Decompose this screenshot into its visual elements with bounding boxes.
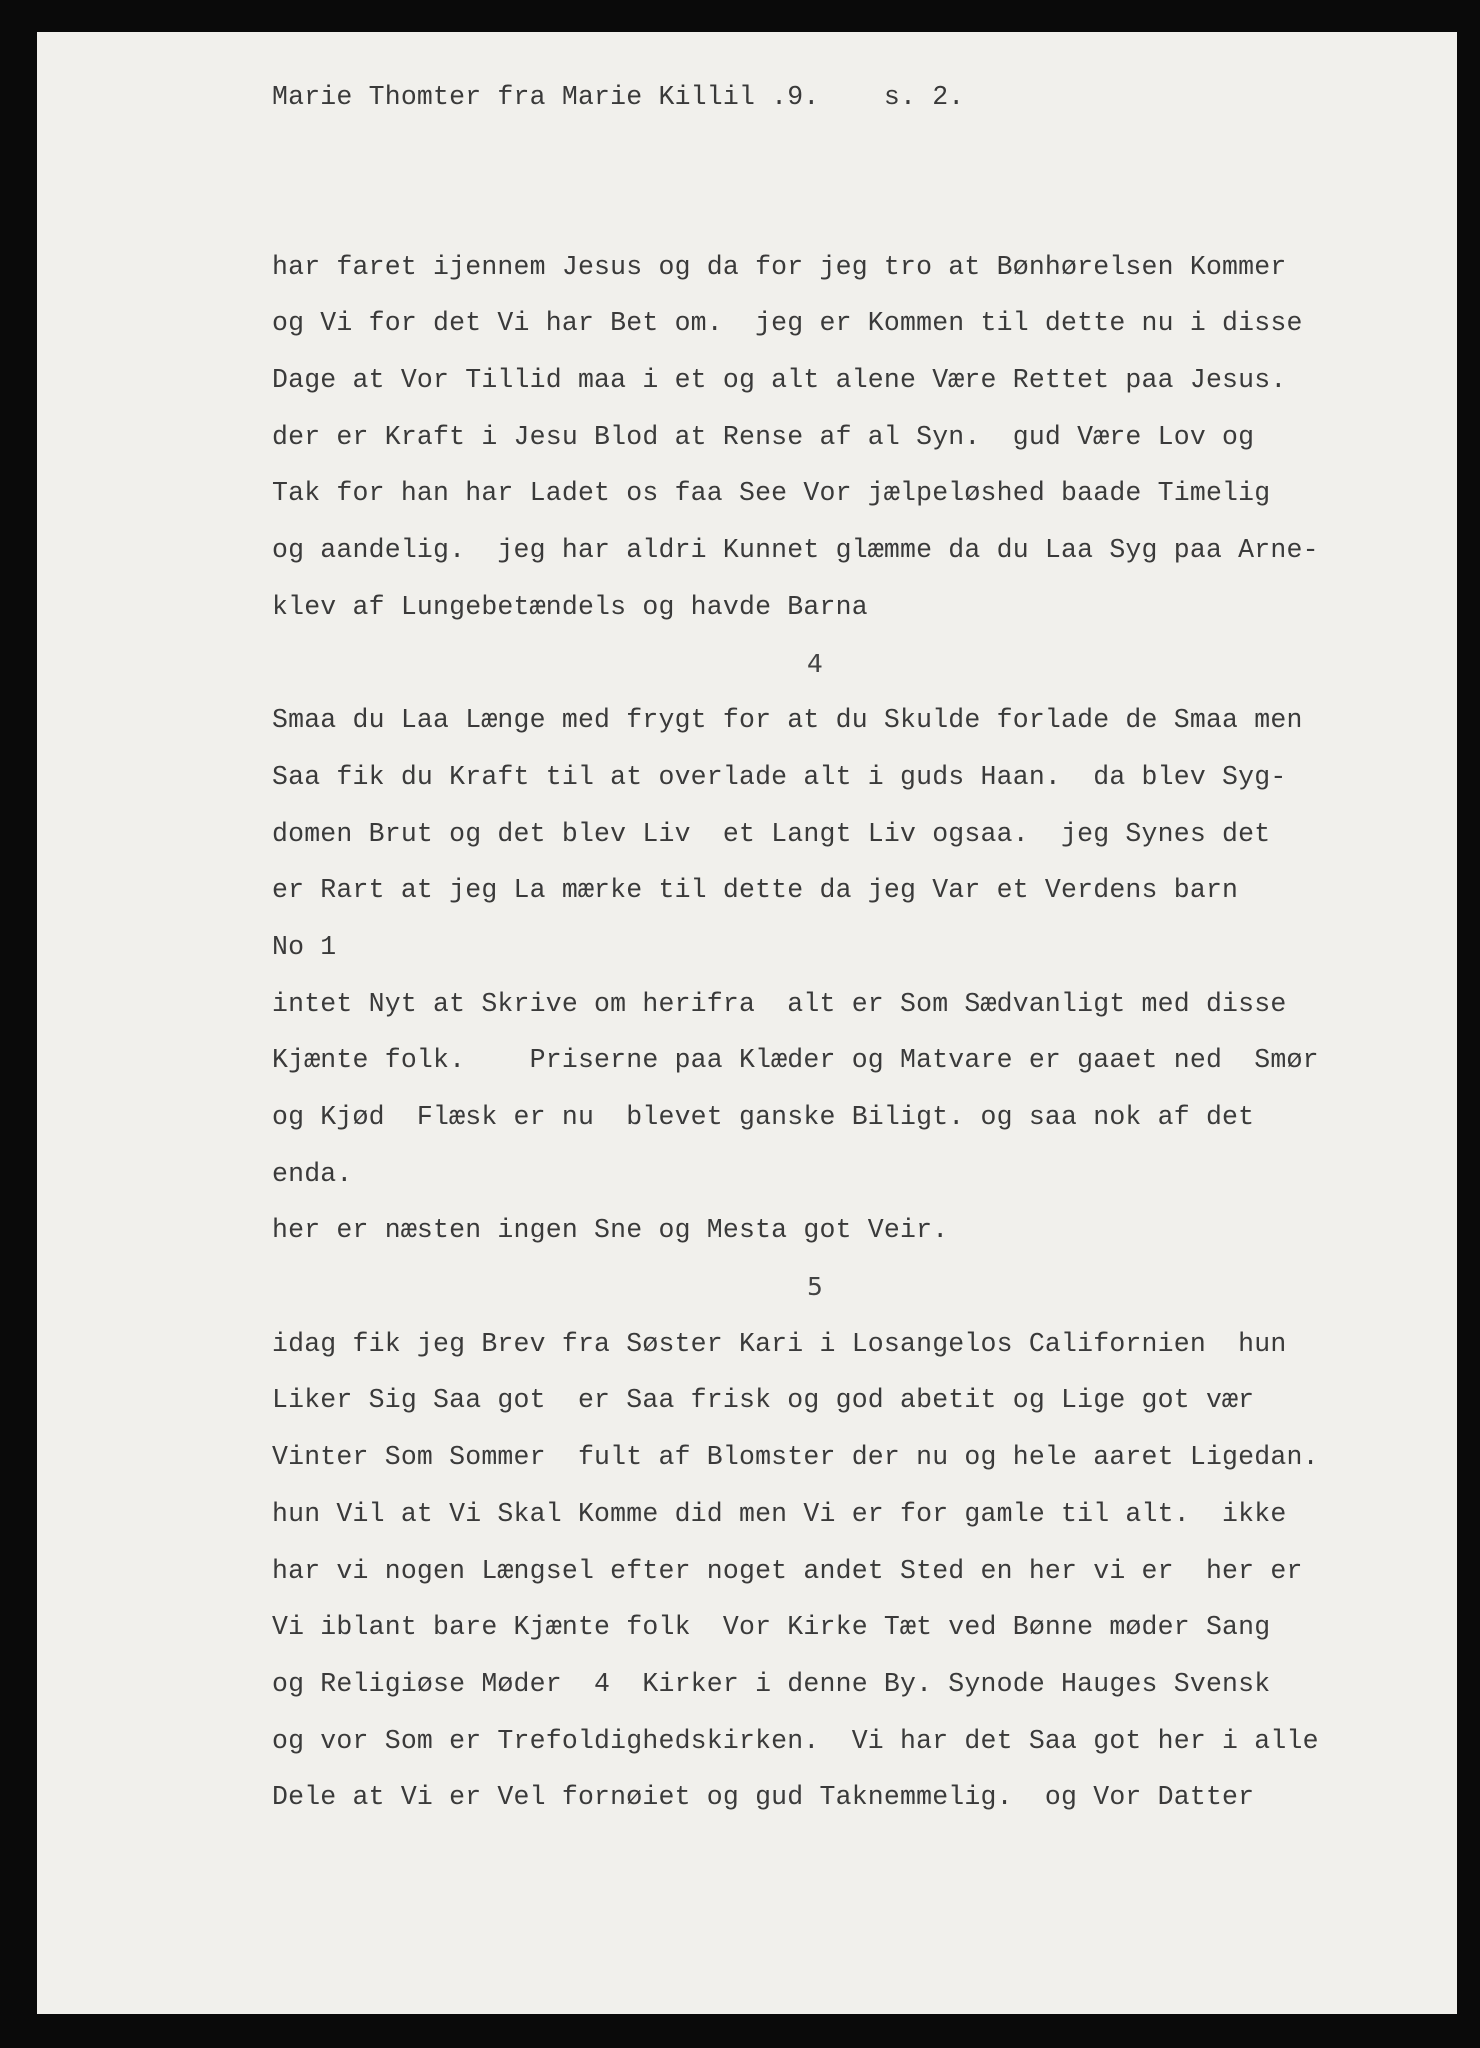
text-line: Dage at Vor Tillid maa i et og alt alene Være Rettet paa Jesus. [272, 365, 1287, 396]
text-line: her er næsten ingen Sne og Mesta got Veir. [272, 1215, 949, 1246]
text-line: Vinter Som Sommer fult af Blomster der nu og hele aaret Ligedan. [272, 1442, 1319, 1473]
text-line: Saa fik du Kraft til at overlade alt i guds Haan. da blev Syg- [272, 761, 1287, 792]
text-line: idag fik jeg Brev fra Søster Kari i Losangelos Californien hun [272, 1328, 1287, 1359]
text-line: klev af Lungebetændels og havde Barna [272, 591, 868, 622]
text-line: og vor Som er Trefoldighedskirken. Vi har det Saa got her i alle [272, 1725, 1319, 1756]
text-line: har faret ijennem Jesus og da for jeg tro at Bønhørelsen Kommer [272, 251, 1287, 282]
text-line: Tak for han har Ladet os faa See Vor jælpeløshed baade Timelig [272, 478, 1271, 509]
text-line: der er Kraft i Jesu Blod at Rense af al Syn. gud Være Lov og [272, 421, 1255, 452]
section-number-4: 4 [807, 648, 824, 678]
text-line: Smaa du Laa Længe med frygt for at du Skulde forlade de Smaa men [272, 705, 1303, 736]
text-line: intet Nyt at Skrive om herifra alt er Som Sædvanligt med disse [272, 988, 1287, 1019]
text-line: Vi iblant bare Kjænte folk Vor Kirke Tæt ved Bønne møder Sang [272, 1612, 1271, 1643]
text-line: domen Brut og det blev Liv et Langt Liv ogsaa. jeg Synes det [272, 818, 1271, 849]
text-line: enda. [272, 1158, 353, 1189]
document-page [37, 32, 1457, 2014]
text-line: og Vi for det Vi har Bet om. jeg er Kommen til dette nu i disse [272, 308, 1303, 339]
section-number-5: 5 [807, 1272, 824, 1302]
text-line: har vi nogen Længsel efter noget andet Sted en her vi er her er [272, 1555, 1303, 1586]
text-line: er Rart at jeg La mærke til dette da jeg Var et Verdens barn [272, 875, 1239, 906]
text-line: No 1 [272, 931, 337, 962]
text-line: hun Vil at Vi Skal Komme did men Vi er for gamle til alt. ikke [272, 1498, 1287, 1529]
text-line: og Religiøse Møder 4 Kirker i denne By. Synode Hauges Svensk [272, 1668, 1271, 1699]
text-line: og aandelig. jeg har aldri Kunnet glæmme da du Laa Syg paa Arne- [272, 535, 1319, 566]
text-line: Kjænte folk. Priserne paa Klæder og Matvare er gaaet ned Smør [272, 1045, 1319, 1076]
text-line: Dele at Vi er Vel fornøiet og gud Taknemmelig. og Vor Datter [272, 1782, 1255, 1813]
text-line: og Kjød Flæsk er nu blevet ganske Biligt. og saa nok af det [272, 1102, 1255, 1132]
text-line: Liker Sig Saa got er Saa frisk og god abetit og Lige got vær [272, 1385, 1255, 1416]
typed-text-body [272, 69, 1432, 1826]
page-header: Marie Thomter fra Marie Killil .9. s. 2. [272, 82, 965, 112]
